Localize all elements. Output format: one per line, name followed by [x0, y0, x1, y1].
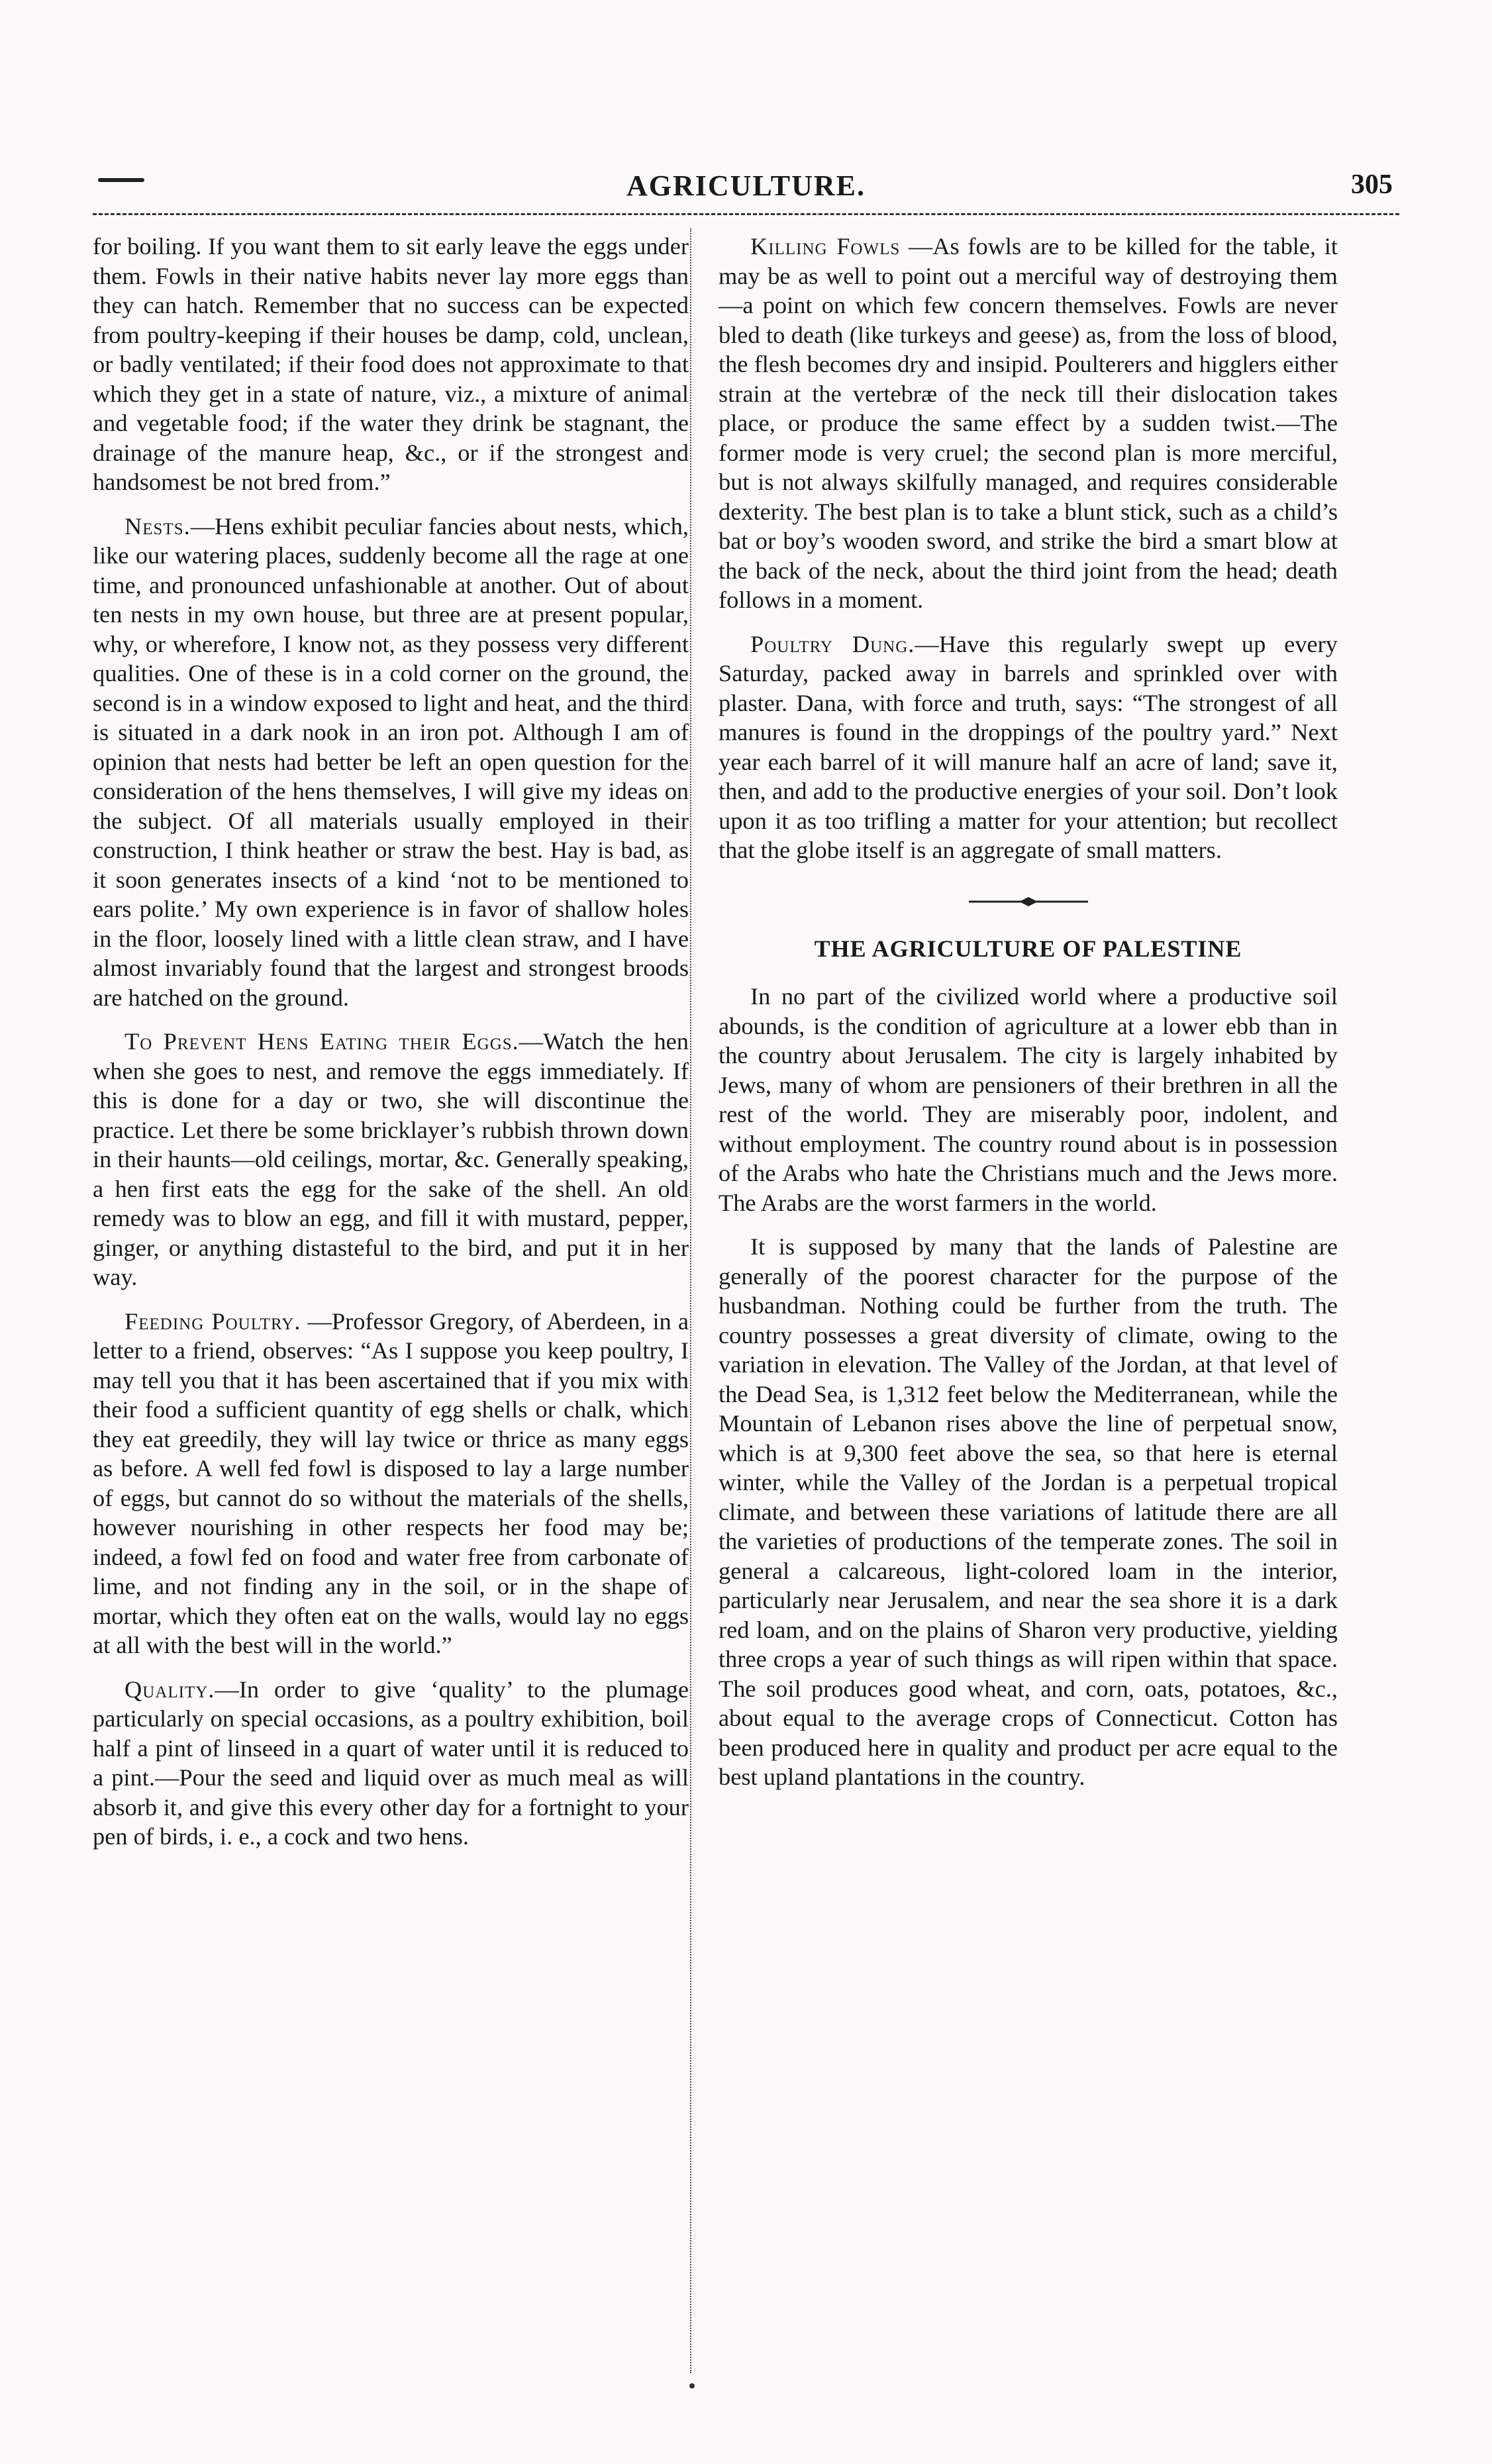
page-title: AGRICULTURE.	[626, 169, 866, 202]
paragraph-poultry-dung	[719, 630, 1338, 865]
column-divider	[690, 228, 691, 2373]
text-killing-fowls: —As fowls are to be killed for the table, it may be as well to point out a merciful way of destroying them—a point on which few concern themselves. Fowls are never bled to death (like turkeys and geese) as, from the loss of blood, the flesh becomes dry and insipid. Poulterers and higglers either strain at the vertebræ of the neck till their dislocation takes place, or produce the same effect by a sudden twist.—The former mode is very cruel; the second plan is more merciful, but is not always skilfully managed, and requires considerable dexterity. The best plan is to take a blunt stick, such as a child’s bat or boy’s wooden sword, and strike the bird a smart blow at the back of the neck, about the third joint from the head; death follows in a moment.	[719, 233, 1338, 613]
paragraph-killing-fowls	[719, 232, 1338, 615]
right-column	[719, 232, 1338, 1807]
heading-feeding: Feeding Poultry.	[124, 1307, 301, 1335]
running-head	[93, 169, 1399, 209]
paragraph-eating-eggs	[93, 1027, 689, 1292]
printer-dot	[689, 2383, 695, 2389]
paragraph-quality	[93, 1675, 689, 1852]
text-eating-eggs: —Watch the hen when she goes to nest, and remove the eggs immediately. If this is done for a day or two, she will discontinue the practice. Let there be some bricklayer’s rubbish thrown down in their haunts—old ceilings, mortar, &c. Generally speaking, a hen first eats the egg for the sake of the shell. An old remedy was to blow an egg, and fill it with mustard, pepper, ginger, or anything distasteful to the bird, and put it in her way.	[93, 1028, 689, 1290]
heading-nests: Nests.	[124, 512, 191, 540]
heading-poultry-dung: Poultry Dung.	[750, 630, 915, 657]
paragraph-boiling: for boiling. If you want them to sit early leave the eggs under them. Fowls in their native habits never lay more eggs than they can hatch. Remember that no success can be expected from poultry-keeping if their houses be damp, cold, unclean, or badly ventilated; if their food does not approximate to that which they get in a state of nature, viz., a mixture of animal and vegetable food; if the water they drink be stagnant, the drainage of the manure heap, &c., or if the strongest and handsomest be not bred from.”	[93, 233, 689, 495]
heading-killing-fowls: Killing Fowls	[750, 233, 901, 260]
left-column	[93, 232, 689, 1866]
text-quality: —In order to give ‘quality’ to the plumage particularly on special occasions, as a poultry exhibition, boil half a pint of linseed in a quart of water until it is reduced to a pint.—Pour the seed and liquid over as much meal as will absorb it, and give this every other day for a fortnight to your pen of birds, i. e., a cock and two hens.	[93, 1676, 689, 1850]
section-ornament	[962, 892, 1095, 912]
paragraph-palestine-1: In no part of the civilized world where a productive soil abounds, is the condition of agriculture at a lower ebb than in the country about Jerusalem. The city is largely inhabited by Jews, many of whom are pensioners of their brethren in all the rest of the world. They are miserably poor, indolent, and without employment. The country round about is in possession of the Arabs who hate the Christians much and the Jews more. The Arabs are the worst farmers in the world.	[719, 983, 1338, 1216]
paragraph-feeding	[93, 1307, 689, 1660]
header-rule	[93, 213, 1399, 215]
page-number: 305	[1351, 169, 1393, 200]
section-title: THE AGRICULTURE OF PALESTINE	[814, 935, 1242, 962]
heading-quality: Quality.	[124, 1676, 215, 1703]
heading-eating-eggs: To Prevent Hens Eating their Eggs.	[124, 1028, 519, 1055]
text-poultry-dung: —Have this regularly swept up every Saturday, packed away in barrels and sprinkled over with plaster. Dana, with force and truth, says: “The strongest of all manures is found in the droppings of the poultry yard.” Next year each barrel of it will manure half an acre of land; save it, then, and add to the productive energies of your soil. Don’t look upon it as too trifling a matter for your attention; but recollect that the globe itself is an aggregate of small matters.	[719, 630, 1338, 863]
text-feeding: —Professor Gregory, of Aberdeen, in a letter to a friend, observes: “As I suppose you keep poultry, I may tell you that it has been ascertained that if you mix with their food a sufficient quantity of egg shells or chalk, which they eat greedily, they will lay twice or thrice as many eggs as before. A well fed fowl is disposed to lay a large number of eggs, but cannot do so without the materials of the shells, however nourishing in other respects her food may be; indeed, a fowl fed on food and water free from carbonate of lime, and not finding any in the soil, or in the shape of mortar, which they often eat on the walls, would lay no eggs at all with the best will in the world.”	[93, 1307, 689, 1658]
paragraph-palestine-2: It is supposed by many that the lands of Palestine are generally of the poorest character for the purpose of the husbandman. Nothing could be further from the truth. The country possesses a great diversity of climate, owing to the variation in elevation. The Valley of the Jordan, at that level of the Dead Sea, is 1,312 feet below the Mediterranean, while the Mountain of Lebanon rises above the line of perpetual snow, which is at 9,300 feet above the sea, so that here is eternal winter, while the Valley of the Jordan is a perpetual tropical climate, and between these variations of latitude there are all the varieties of productions of the temperate zones. The soil in general a calcareous, light-colored loam in the interior, particularly near Jerusalem, and near the sea shore it is a dark red loam, and on the plains of Sharon very productive, yielding three crops a year of such things as will ripen within that space. The soil produces good wheat, and corn, oats, potatoes, &c., about equal to the average crops of Connecticut. Cotton has been produced here in quality and product per acre equal to the best upland plantations in the country.	[719, 1233, 1338, 1790]
text-nests: —Hens exhibit peculiar fancies about nests, which, like our watering places, suddenly become all the rage at one time, and pronounced unfashionable at another. Out of about ten nests in my own house, but three are at present popular, why, or wherefore, I know not, as they possess very different qualities. One of these is in a cold corner on the ground, the second is in a window exposed to light and heat, and the third is situated in a dark nook in an iron pot. Although I am of opinion that nests had better be left an open question for the consideration of the hens themselves, I will give my ideas on the subject. Of all materials usually employed in their construction, I think heather or straw the best. Hay is bad, as it soon generates insects of a kind ‘not to be mentioned to ears polite.’ My own experience is in favor of shallow holes in the floor, loosely lined with a little clean straw, and I have almost invariably found that the largest and strongest broods are hatched on the ground.	[93, 512, 689, 1011]
paragraph-nests	[93, 512, 689, 1013]
